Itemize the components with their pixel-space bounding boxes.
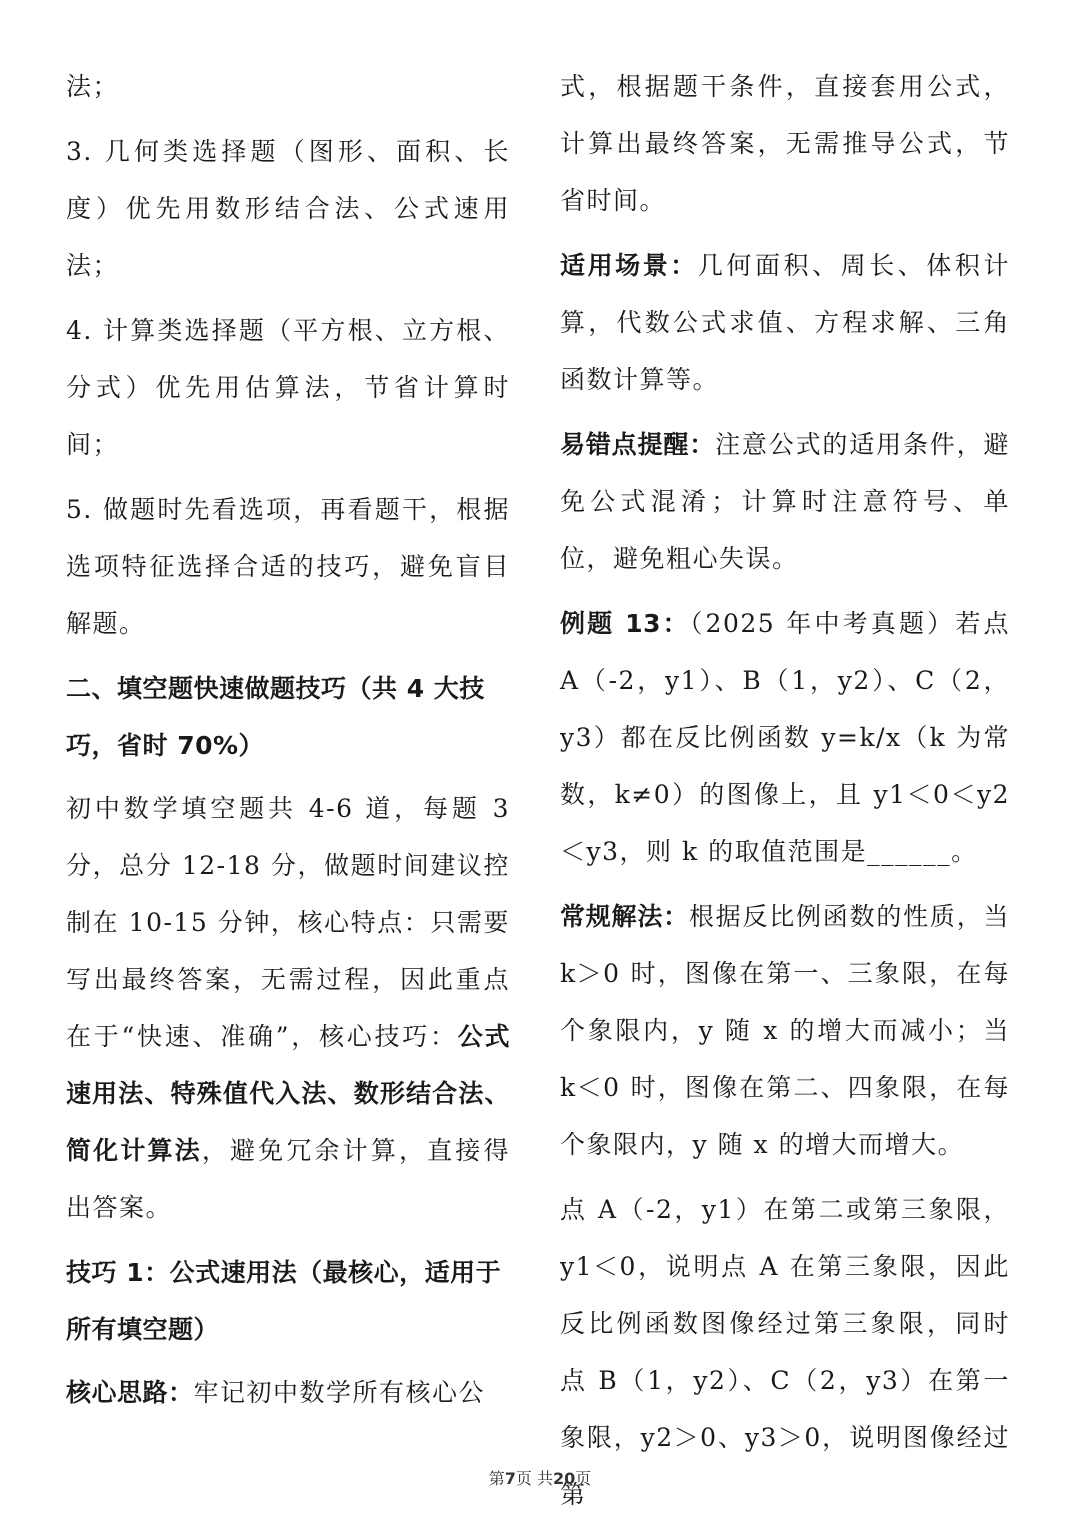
- list-item-4: 4. 计算类选择题（平方根、立方根、分式）优先用估算法，节省计算时间；: [66, 316, 510, 459]
- analysis-paragraph: 点 A（-2，y1）在第二或第三象限，y1＜0，说明点 A 在第三象限，因此反比例函数图像经过第三象限，同时点 B（1，y2）、C（2，y3）在第一象限，y2＞0、y3＞0，说明图像经过第: [560, 1195, 1010, 1509]
- core-idea-text: 牢记初中数学所有核心公: [193, 1378, 486, 1407]
- list-item-3: 3. 几何类选择题（图形、面积、长度）优先用数形结合法、公式速用法；: [66, 137, 510, 280]
- intro-text: 初中数学填空题共 4-6 道，每题 3 分，总分 12-18 分，做题时间建议控制在 10-15 分钟，核心特点：只需要写出最终答案，无需过程，因此重点在于“快速、准确”，核心技巧：: [66, 794, 510, 1051]
- left-column: [66, 58, 510, 1429]
- current-page-number: 7: [504, 1469, 516, 1488]
- warning-text: 注意公式的适用条件，避免公式混淆；计算时注意符号、单位，避免粗心失误。: [560, 430, 1010, 573]
- solution-label: 常规解法：: [560, 902, 689, 931]
- intro-bold-techniques: 公式速用法、特殊值代入法、数形结合法、简化计算法: [66, 1022, 510, 1165]
- paragraph-continuation: 法；: [66, 72, 120, 101]
- footer-prefix: 第: [488, 1469, 505, 1488]
- example-label: 例题 13：: [560, 609, 690, 638]
- example-paragraph: [560, 595, 1010, 880]
- intro-text-end: ，避免冗余计算，直接得出答案。: [66, 1136, 510, 1222]
- core-idea-paragraph: [66, 1364, 510, 1421]
- example-text: （2025 年中考真题）若点 A（-2，y1）、B（1，y2）、C（2，y3）都在反比例函数 y=k/x（k 为常数，k≠0）的图像上，且 y1＜0＜y2＜y3，则 k 的取值范围是______。: [560, 609, 1010, 866]
- warning-label: 易错点提醒：: [560, 430, 716, 459]
- intro-paragraph: [66, 780, 510, 1236]
- page-footer: [0, 1466, 1080, 1489]
- list-item-5: 5. 做题时先看选项，再看题干，根据选项特征选择合适的技巧，避免盲目解题。: [66, 495, 510, 638]
- solution-text: 根据反比例函数的性质，当 k＞0 时，图像在第一、三象限，在每个象限内，y 随 x 的增大而减小；当 k＜0 时，图像在第二、四象限，在每个象限内，y 随 x 的增大而增大。: [560, 902, 1010, 1159]
- warning-paragraph: [560, 416, 1010, 587]
- footer-middle: 页 共: [515, 1469, 553, 1488]
- total-pages-number: 20: [552, 1469, 576, 1488]
- core-idea-label: 核心思路：: [66, 1378, 194, 1407]
- core-idea-continuation: 式，根据题干条件，直接套用公式，计算出最终答案，无需推导公式，节省时间。: [560, 72, 1010, 215]
- scene-label: 适用场景：: [560, 251, 698, 280]
- right-column: [560, 58, 1010, 1531]
- tip1-heading: 技巧 1：公式速用法（最核心，适用于所有填空题）: [66, 1258, 502, 1344]
- solution-paragraph: [560, 888, 1010, 1173]
- scene-text: 几何面积、周长、体积计算，代数公式求值、方程求解、三角函数计算等。: [560, 251, 1010, 394]
- section-heading-fill-blank: 二、填空题快速做题技巧（共 4 大技巧，省时 70%）: [66, 674, 485, 760]
- scene-paragraph: [560, 237, 1010, 408]
- footer-suffix: 页: [575, 1469, 592, 1488]
